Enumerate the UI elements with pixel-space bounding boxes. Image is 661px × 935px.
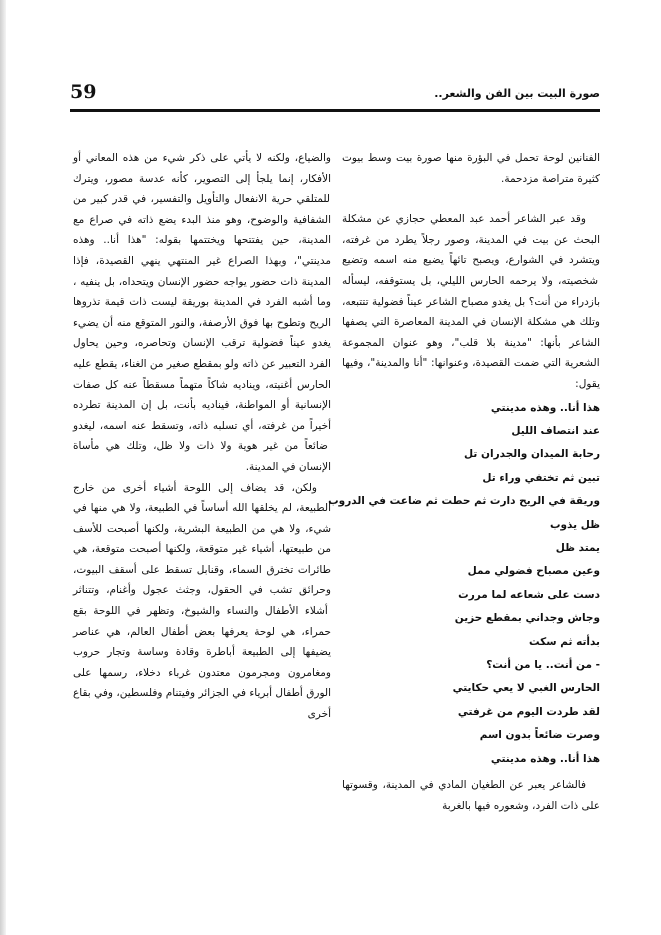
text-line: وقد عبر الشاعر أحمد عبد المعطي حجازي [390,213,586,226]
text-line: الحقول، وجثث عجول وأغنام، وتتناثر أشلاء [73,584,328,618]
poem-verse: - من أنت.. يا من أنت؟ [486,659,600,671]
text-line: ذاته ولو بمقطع صغير من الغناء، يقطع عليه [73,357,259,370]
text-line: تسقط على أسقف البيوت، وحرائق تشب في [73,563,331,597]
text-line: ويصبح تائهاً يضيع منه اسمه وتضيع شخصيته، [342,254,599,287]
text-line: تسلبه ذاته، وتسقط عنه اسمه، ليغدو ضائعاً من [73,419,328,453]
text-line: الأطفال والنساء والشيوخ، وتظهر في اللوحة بقع [73,605,299,618]
text-line: هذه المعاني أو الأفكار، إنما يلجأ إلى التصوير، [73,152,331,185]
text-line: الطبيعة، ولا هي منها في شيء، ولا هي من [73,502,331,535]
poem-verse: بدأته ثم سكت [529,635,600,648]
text-line: الإنسان في المدينة. [245,460,331,473]
poem-verse: هذا أنا.. وهذه مدينتي [490,401,600,414]
text-line: عن مشكلة البحث عن بيت في المدينة، وصور [342,213,601,246]
text-line: تذروها الريح وتطوح بها فوق الأرصفة، والنور [73,296,331,329]
left-column [73,148,331,725]
page-edge-shadow [0,0,6,935]
text-line: عنه كل صفات الإنسانية أو المواطنة، فيناديه [73,378,331,412]
text-line: بلا قلب"، وهو عنوان المجموعة الشعرية التي [342,336,600,370]
intro-paragraph [342,148,600,189]
text-line: الجزائر وفيتنام وفلسطين، وفي بقاع أخرى [73,687,331,721]
text-line: الانفعال والتأويل والتفسير، في قدر كبير من [73,193,268,206]
text-line: متوقعة، هي طائرات تخترق السماء، وقنابل [73,543,331,576]
poet-intro-paragraph [342,209,600,394]
poem-verse: وجاش وجداني بمقطع حزين [454,612,600,625]
text-line: غير هوية ولا ذات ولا ظل، وتلك هي مأساة [73,440,279,453]
poem-verse: ظل يذوب [549,518,600,531]
poem-verse: وصرت ضائعاً بدون اسم [479,729,600,742]
text-line: طبيعتها، أشياء غير متوقعة، ولكنها أصبحت [124,543,314,556]
text-line: المتوقع منه أن يضيء يغدو عيناً فضولية ترقب [73,316,331,350]
text-line: ولا يرحمه الحارس الليلي، بل يستوقفه، ليسأله [342,274,553,287]
text-line: حمراء، هي لوحة يعرفها بعض أطفال العالم، [120,625,331,638]
text-line: وقسوتها على ذات الفرد، وشعوره فيها بالغربة [342,779,600,812]
text-line: بأنت، بل إن المدينة تطرده أخيراً من غرفته، أي [73,399,331,432]
text-line: وساسة وتجار حروب ومغامرون ومجرمون معتدون [73,646,331,679]
running-title: صورة البيت بين الفن والشعر.. [434,87,600,100]
text-line: الإنسان وتحاصره، وحين يحاول الفرد التعبير عن [73,337,331,370]
poem-verse: هذا أنا.. وهذه مدينتي [490,752,600,765]
text-line: الفنانين لوحة تحمل في البؤرة منها صورة بيت [391,152,600,164]
poem-verse: رحابة الميدان والجدران تل [464,448,600,461]
page-header [70,81,600,111]
text-line: يواجه حضور الإنسان ويتحداه، بل ينفيه ، وما [73,275,332,309]
text-line: بازدراء من أنت؟ بل يغدو مصباح الشاعر عيناً [403,295,600,308]
text-line: والضياع، ولكنه لا يأتي على ذكر شيء من [139,152,331,164]
text-line: هي عناصر يضيفها إلى الطبيعة أباطرة وقادة [73,625,331,659]
closing-paragraph [342,775,600,816]
text-line: يقول: [575,377,600,390]
poem-block [328,397,600,772]
poem-verse: وريقة في الريح دارت ثم حطت ثم ضاعت في الدروب [328,495,600,508]
text-line: رجلاً يطرد من غرفته، ويتشرد في الشوارع، [342,233,600,267]
text-line: صراع مع المدينة، حين يفتتحها ويختتمها بقوله: [73,213,331,247]
poem-verse: عند انتصاف الليل [511,424,600,437]
text-line: فضولية تتتبعه، وتلك هي مشكلة الإنسان في [342,295,600,329]
text-line: أشبه الفرد في المدينة بوريقة ليست ذات قيمة [100,296,313,309]
poem-verse: تبين ثم تختفي وراء تل [482,471,600,484]
text-line: الحارس أغنيته، ويناديه شاكاً متهماً مسقطاً [138,378,331,391]
text-line: فالشاعر يعبر عن الطغيان المادي في المدينة، [377,779,586,792]
poem-verse: يمتد ظل [555,541,600,554]
poem-verse: دست على شعاعه لما مررت [458,588,600,601]
text-line: من خارج الطبيعة، لم يخلقها الله أساساً في [73,481,332,515]
text-line: وسط بيوت كثيرة متراصة مزدحمة. [342,152,600,185]
page-number: 59 [70,81,97,103]
text-line: الطبيعة البشرية، ولكنها أصبحت للأسف من [73,522,331,556]
analysis-paragraph [73,148,331,478]
poem-verse: الحارس الغبي لا يعي حكايتي [452,682,600,695]
text-line: ولكن، قد يضاف إلى اللوحة أشياء أخرى [115,481,317,494]
poem-verse: وعين مصباح فضولي ممل [467,565,600,578]
text-line: ضمت القصيدة، وعنوانها: "أنا والمدينة"، وفيها [342,357,540,370]
poem-verse: لقد طردت اليوم من غرفتي [457,705,600,718]
text-line: المنتهي ينهي القصيدة، فإذا المدينة ذات حضور [73,254,331,288]
text-line: كأنه عدسة مصور، ويترك للمتلقي حرية [73,172,331,206]
war-paragraph [73,478,331,725]
header-rule [70,109,600,112]
text-line: الشفافية والوضوح، وهو منذ البدء يضع ذاته في [113,213,331,226]
text-line: غرباء دخلاء، رسمها على الورق أطفال أبرياء في [73,666,331,700]
right-column [328,148,601,816]
text-line: المدينة المعاصرة التي يصفها الشاعر بأنها: "مدينة [342,316,601,349]
paragraph-gap [342,189,600,209]
text-line: "هذا أنا.. وهذه مدينتي"، وبهذا الصراع غير [73,234,331,267]
